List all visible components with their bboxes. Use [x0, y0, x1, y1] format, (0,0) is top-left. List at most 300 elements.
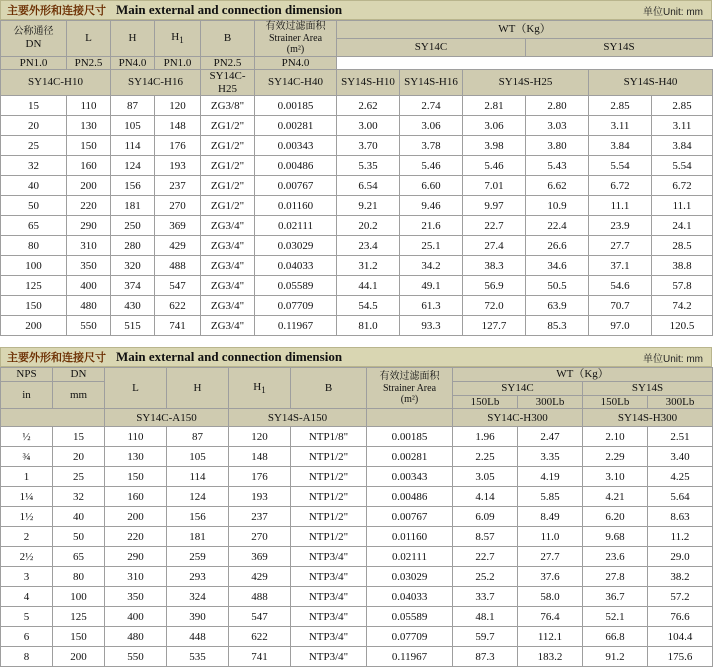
- cell-L: 480: [105, 627, 167, 647]
- cell-nps: 1¼: [1, 487, 53, 507]
- cell-L: 110: [67, 96, 111, 116]
- cell-wt-4: 70.7: [589, 296, 652, 316]
- table-row: [1, 527, 713, 547]
- cell-H: 124: [111, 156, 155, 176]
- cell-nps: 3: [1, 567, 53, 587]
- cell-area: 0.04033: [367, 587, 453, 607]
- cell-area: 0.04033: [255, 256, 337, 276]
- cell-wt-0: 8.57: [453, 527, 518, 547]
- cell-wt-3: 6.62: [526, 176, 589, 196]
- cell-wt-1: 37.6: [518, 567, 583, 587]
- cell-dn: 100: [1, 256, 67, 276]
- cell-wt-0: 1.96: [453, 427, 518, 447]
- cell-L: 130: [67, 116, 111, 136]
- cell-dn: 200: [53, 647, 105, 667]
- cell-wt-2: 36.7: [583, 587, 648, 607]
- th-lb-2: 150Lb: [583, 395, 648, 409]
- cell-wt-2: 23.6: [583, 547, 648, 567]
- cell-wt-3: 29.0: [648, 547, 713, 567]
- th-H1: $H_1$: [229, 368, 291, 409]
- cell-area: 0.11967: [367, 647, 453, 667]
- cell-B: ZG1/2": [201, 156, 255, 176]
- cell-H1: 270: [229, 527, 291, 547]
- cell-nps: 2: [1, 527, 53, 547]
- cell-dn: 15: [53, 427, 105, 447]
- cell-B: ZG1/2": [201, 116, 255, 136]
- cell-H: 156: [111, 176, 155, 196]
- cell-B: ZG1/2": [201, 196, 255, 216]
- cell-B: NTP1/8": [291, 427, 367, 447]
- cell-B: NTP1/2": [291, 487, 367, 507]
- cell-B: NTP3/4": [291, 627, 367, 647]
- table-imperial-model-row: [1, 409, 713, 427]
- model-3: SY14C-H25: [201, 70, 255, 96]
- cell-wt-1: 49.1: [400, 276, 463, 296]
- cell-L: 480: [67, 296, 111, 316]
- cell-B: NTP1/2": [291, 507, 367, 527]
- th-dn-unit: mm: [53, 382, 105, 409]
- cell-area: 0.05589: [255, 276, 337, 296]
- cell-wt-4: 54.6: [589, 276, 652, 296]
- cell-wt-5: 11.1: [652, 196, 713, 216]
- cell-wt-3: 34.6: [526, 256, 589, 276]
- cell-area: 0.11967: [255, 316, 337, 336]
- cell-wt-0: 25.2: [453, 567, 518, 587]
- cell-L: 200: [67, 176, 111, 196]
- cell-wt-2: 2.81: [463, 96, 526, 116]
- cell-area: 0.03029: [367, 567, 453, 587]
- table-row: [1, 216, 713, 236]
- th-dn: 公称通径 DN: [1, 21, 67, 57]
- cell-wt-5: 38.8: [652, 256, 713, 276]
- cell-H: 250: [111, 216, 155, 236]
- cell-wt-0: 5.35: [337, 156, 400, 176]
- cell-L: 220: [67, 196, 111, 216]
- cell-wt-4: 3.84: [589, 136, 652, 156]
- section2-title-cn: 主要外形和连接尺寸: [7, 352, 106, 365]
- cell-wt-1: 8.49: [518, 507, 583, 527]
- model-1: SY14C-A150: [105, 409, 229, 427]
- cell-L: 160: [67, 156, 111, 176]
- cell-wt-1: 6.60: [400, 176, 463, 196]
- section1-title-en: Main external and connection dimension: [116, 2, 343, 17]
- cell-L: 200: [105, 507, 167, 527]
- cell-area: 0.00281: [255, 116, 337, 136]
- cell-B: ZG3/4": [201, 316, 255, 336]
- section2-unit-note: 单位Unit: mm: [643, 353, 703, 365]
- cell-H: 124: [167, 487, 229, 507]
- th-group-sy14s: SY14S: [583, 382, 713, 396]
- cell-L: 160: [105, 487, 167, 507]
- cell-wt-1: 21.6: [400, 216, 463, 236]
- th-group-sy14c: SY14C: [453, 382, 583, 396]
- cell-wt-0: 4.14: [453, 487, 518, 507]
- cell-area: 0.00343: [255, 136, 337, 156]
- cell-wt-1: 112.1: [518, 627, 583, 647]
- cell-wt-2: 3.10: [583, 467, 648, 487]
- table-imperial-body: [1, 427, 713, 667]
- cell-H: 87: [167, 427, 229, 447]
- cell-wt-2: 2.29: [583, 447, 648, 467]
- model-spacer-2: [367, 409, 453, 427]
- model-spacer: [1, 409, 105, 427]
- cell-wt-1: 2.47: [518, 427, 583, 447]
- cell-B: ZG3/4": [201, 236, 255, 256]
- cell-wt-2: 9.97: [463, 196, 526, 216]
- model-8: SY14S-H40: [589, 70, 713, 96]
- table-metric-model-row: [1, 70, 713, 96]
- cell-nps: 5: [1, 607, 53, 627]
- cell-H1: 547: [229, 607, 291, 627]
- cell-area: 0.00281: [367, 447, 453, 467]
- section2-header-bar: [0, 347, 712, 367]
- model-1: SY14C-H10: [1, 70, 111, 96]
- th-pn-0: PN1.0: [1, 56, 67, 70]
- cell-area: 0.00486: [255, 156, 337, 176]
- cell-L: 400: [67, 276, 111, 296]
- cell-dn: 40: [1, 176, 67, 196]
- cell-wt-0: 48.1: [453, 607, 518, 627]
- table-row: [1, 447, 713, 467]
- cell-wt-1: 76.4: [518, 607, 583, 627]
- cell-wt-2: 72.0: [463, 296, 526, 316]
- th-strainer-area: 有效过滤面积 Strainer Area (m²): [255, 21, 337, 57]
- cell-dn: 50: [1, 196, 67, 216]
- cell-H: 448: [167, 627, 229, 647]
- cell-nps: 2½: [1, 547, 53, 567]
- cell-B: ZG1/2": [201, 136, 255, 156]
- table-row: [1, 96, 713, 116]
- cell-wt-1: 58.0: [518, 587, 583, 607]
- table-row: [1, 607, 713, 627]
- cell-area: 0.01160: [367, 527, 453, 547]
- cell-wt-0: 6.54: [337, 176, 400, 196]
- cell-wt-1: 3.06: [400, 116, 463, 136]
- cell-B: NTP3/4": [291, 647, 367, 667]
- th-dn: DN: [53, 368, 105, 382]
- cell-wt-3: 85.3: [526, 316, 589, 336]
- cell-area: 0.02111: [255, 216, 337, 236]
- cell-dn: 65: [1, 216, 67, 236]
- cell-nps: 6: [1, 627, 53, 647]
- cell-H: 515: [111, 316, 155, 336]
- cell-wt-4: 23.9: [589, 216, 652, 236]
- cell-wt-3: 63.9: [526, 296, 589, 316]
- th-H1: $H_1$: [155, 21, 201, 57]
- cell-wt-0: 23.4: [337, 236, 400, 256]
- th-weight-group: WT（Kg）: [453, 368, 713, 382]
- cell-wt-1: 3.35: [518, 447, 583, 467]
- cell-L: 290: [67, 216, 111, 236]
- cell-wt-2: 52.1: [583, 607, 648, 627]
- cell-dn: 65: [53, 547, 105, 567]
- table-row: [1, 256, 713, 276]
- cell-L: 310: [105, 567, 167, 587]
- table-metric-header-row-1: [1, 21, 713, 39]
- table-row: [1, 276, 713, 296]
- cell-nps: 1: [1, 467, 53, 487]
- cell-dn: 20: [1, 116, 67, 136]
- cell-wt-5: 2.85: [652, 96, 713, 116]
- cell-H: 156: [167, 507, 229, 527]
- table-row: [1, 427, 713, 447]
- section1-header-bar: [0, 0, 712, 20]
- table-imperial-header-row-1: [1, 368, 713, 382]
- cell-B: NTP3/4": [291, 587, 367, 607]
- model-4: SY14S-H300: [583, 409, 713, 427]
- cell-H: 114: [111, 136, 155, 156]
- cell-wt-3: 5.64: [648, 487, 713, 507]
- cell-H: 105: [111, 116, 155, 136]
- cell-wt-0: 2.25: [453, 447, 518, 467]
- cell-wt-0: 22.7: [453, 547, 518, 567]
- cell-H1: 270: [155, 196, 201, 216]
- model-2: SY14C-H16: [111, 70, 201, 96]
- cell-H: 293: [167, 567, 229, 587]
- cell-wt-4: 5.54: [589, 156, 652, 176]
- cell-dn: 50: [53, 527, 105, 547]
- cell-B: ZG3/4": [201, 256, 255, 276]
- cell-H1: 488: [155, 256, 201, 276]
- cell-dn: 32: [53, 487, 105, 507]
- cell-H: 259: [167, 547, 229, 567]
- cell-L: 150: [105, 467, 167, 487]
- cell-wt-2: 3.06: [463, 116, 526, 136]
- cell-nps: ½: [1, 427, 53, 447]
- cell-L: 350: [67, 256, 111, 276]
- table-row: [1, 136, 713, 156]
- cell-wt-2: 38.3: [463, 256, 526, 276]
- table-row: [1, 116, 713, 136]
- th-weight-group: WT（Kg）: [337, 21, 713, 39]
- cell-H1: 622: [155, 296, 201, 316]
- cell-area: 0.07709: [255, 296, 337, 316]
- cell-wt-3: 57.2: [648, 587, 713, 607]
- cell-B: NTP1/2": [291, 447, 367, 467]
- cell-wt-3: 11.2: [648, 527, 713, 547]
- cell-B: NTP1/2": [291, 527, 367, 547]
- model-5: SY14S-H10: [337, 70, 400, 96]
- table-imperial: [0, 367, 713, 667]
- cell-wt-0: 9.21: [337, 196, 400, 216]
- th-strainer-area: 有效过滤面积 Strainer Area (m²): [367, 368, 453, 409]
- cell-H: 324: [167, 587, 229, 607]
- cell-B: NTP3/4": [291, 547, 367, 567]
- cell-H: 114: [167, 467, 229, 487]
- cell-wt-4: 27.7: [589, 236, 652, 256]
- cell-H1: 369: [229, 547, 291, 567]
- table-metric: [0, 20, 713, 336]
- model-7: SY14S-H25: [463, 70, 589, 96]
- cell-H: 320: [111, 256, 155, 276]
- cell-B: NTP3/4": [291, 607, 367, 627]
- cell-wt-5: 6.72: [652, 176, 713, 196]
- cell-B: NTP3/4": [291, 567, 367, 587]
- cell-wt-1: 61.3: [400, 296, 463, 316]
- table-metric-body: [1, 96, 713, 336]
- cell-B: ZG1/2": [201, 176, 255, 196]
- cell-wt-1: 5.46: [400, 156, 463, 176]
- th-pn-4: PN2.5: [201, 56, 255, 70]
- model-2: SY14S-A150: [229, 409, 367, 427]
- cell-H1: 193: [229, 487, 291, 507]
- cell-L: 400: [105, 607, 167, 627]
- cell-area: 0.07709: [367, 627, 453, 647]
- cell-wt-3: 76.6: [648, 607, 713, 627]
- th-pn-5: PN4.0: [255, 56, 337, 70]
- cell-L: 150: [67, 136, 111, 156]
- cell-wt-1: 34.2: [400, 256, 463, 276]
- cell-H1: 176: [155, 136, 201, 156]
- th-pn-2: PN4.0: [111, 56, 155, 70]
- cell-wt-0: 3.05: [453, 467, 518, 487]
- cell-L: 310: [67, 236, 111, 256]
- cell-H: 535: [167, 647, 229, 667]
- section2-title-en: Main external and connection dimension: [116, 349, 343, 365]
- cell-H: 374: [111, 276, 155, 296]
- section-gap: [0, 336, 712, 347]
- cell-wt-2: 2.10: [583, 427, 648, 447]
- cell-wt-1: 5.85: [518, 487, 583, 507]
- cell-area: 0.00767: [255, 176, 337, 196]
- cell-dn: 40: [53, 507, 105, 527]
- cell-H1: 120: [155, 96, 201, 116]
- th-pn-1: PN2.5: [67, 56, 111, 70]
- cell-wt-1: 93.3: [400, 316, 463, 336]
- table-row: [1, 236, 713, 256]
- cell-wt-1: 3.78: [400, 136, 463, 156]
- cell-H1: 369: [155, 216, 201, 236]
- cell-wt-3: 3.40: [648, 447, 713, 467]
- cell-L: 550: [67, 316, 111, 336]
- cell-dn: 80: [1, 236, 67, 256]
- cell-H1: 176: [229, 467, 291, 487]
- cell-L: 290: [105, 547, 167, 567]
- cell-wt-5: 24.1: [652, 216, 713, 236]
- cell-H: 105: [167, 447, 229, 467]
- table-row: [1, 567, 713, 587]
- cell-dn: 80: [53, 567, 105, 587]
- cell-B: ZG3/4": [201, 216, 255, 236]
- model-6: SY14S-H16: [400, 70, 463, 96]
- table-row: [1, 296, 713, 316]
- cell-dn: 25: [1, 136, 67, 156]
- cell-dn: 125: [53, 607, 105, 627]
- cell-area: 0.00185: [367, 427, 453, 447]
- table-row: [1, 156, 713, 176]
- th-nps: NPS: [1, 368, 53, 382]
- cell-L: 220: [105, 527, 167, 547]
- cell-H1: 148: [155, 116, 201, 136]
- cell-H: 280: [111, 236, 155, 256]
- cell-wt-1: 183.2: [518, 647, 583, 667]
- cell-dn: 150: [53, 627, 105, 647]
- th-nps-unit: in: [1, 382, 53, 409]
- model-3: SY14C-H300: [453, 409, 583, 427]
- cell-wt-5: 5.54: [652, 156, 713, 176]
- cell-B: ZG3/4": [201, 296, 255, 316]
- cell-wt-3: 2.80: [526, 96, 589, 116]
- cell-H1: 120: [229, 427, 291, 447]
- table-row: [1, 507, 713, 527]
- th-B: B: [291, 368, 367, 409]
- cell-L: 350: [105, 587, 167, 607]
- cell-dn: 32: [1, 156, 67, 176]
- th-H: H: [111, 21, 155, 57]
- cell-H: 430: [111, 296, 155, 316]
- th-lb-0: 150Lb: [453, 395, 518, 409]
- cell-wt-5: 28.5: [652, 236, 713, 256]
- cell-area: 0.03029: [255, 236, 337, 256]
- table-row: [1, 627, 713, 647]
- cell-wt-1: 25.1: [400, 236, 463, 256]
- cell-area: 0.01160: [255, 196, 337, 216]
- cell-dn: 125: [1, 276, 67, 296]
- cell-wt-4: 3.11: [589, 116, 652, 136]
- cell-wt-5: 57.8: [652, 276, 713, 296]
- cell-area: 0.00185: [255, 96, 337, 116]
- cell-wt-1: 4.19: [518, 467, 583, 487]
- cell-wt-4: 6.72: [589, 176, 652, 196]
- cell-nps: 4: [1, 587, 53, 607]
- cell-dn: 15: [1, 96, 67, 116]
- table-row: [1, 196, 713, 216]
- cell-H: 87: [111, 96, 155, 116]
- cell-wt-0: 2.62: [337, 96, 400, 116]
- cell-H1: 741: [155, 316, 201, 336]
- cell-H1: 429: [229, 567, 291, 587]
- cell-H1: 547: [155, 276, 201, 296]
- th-H: H: [167, 368, 229, 409]
- cell-L: 550: [105, 647, 167, 667]
- cell-wt-1: 9.46: [400, 196, 463, 216]
- cell-H1: 148: [229, 447, 291, 467]
- cell-wt-3: 2.51: [648, 427, 713, 447]
- cell-nps: 8: [1, 647, 53, 667]
- section1-title-cn: 主要外形和连接尺寸: [7, 5, 106, 17]
- cell-dn: 150: [1, 296, 67, 316]
- cell-area: 0.00343: [367, 467, 453, 487]
- cell-wt-4: 2.85: [589, 96, 652, 116]
- cell-nps: ¾: [1, 447, 53, 467]
- cell-B: ZG3/4": [201, 276, 255, 296]
- cell-wt-3: 3.80: [526, 136, 589, 156]
- cell-wt-2: 9.68: [583, 527, 648, 547]
- cell-wt-2: 127.7: [463, 316, 526, 336]
- th-group-sy14c: SY14C: [337, 38, 526, 56]
- cell-wt-2: 27.8: [583, 567, 648, 587]
- cell-wt-1: 27.7: [518, 547, 583, 567]
- table-row: [1, 647, 713, 667]
- cell-wt-4: 11.1: [589, 196, 652, 216]
- table-row: [1, 176, 713, 196]
- cell-wt-3: 4.25: [648, 467, 713, 487]
- cell-wt-1: 2.74: [400, 96, 463, 116]
- th-lb-1: 300Lb: [518, 395, 583, 409]
- table-row: [1, 547, 713, 567]
- table-row: [1, 587, 713, 607]
- th-group-sy14s: SY14S: [526, 38, 713, 56]
- cell-H1: 193: [155, 156, 201, 176]
- cell-dn: 100: [53, 587, 105, 607]
- cell-H1: 237: [155, 176, 201, 196]
- cell-area: 0.00486: [367, 487, 453, 507]
- cell-area: 0.00767: [367, 507, 453, 527]
- cell-H1: 429: [155, 236, 201, 256]
- cell-H: 181: [111, 196, 155, 216]
- cell-wt-2: 7.01: [463, 176, 526, 196]
- th-pn-3: PN1.0: [155, 56, 201, 70]
